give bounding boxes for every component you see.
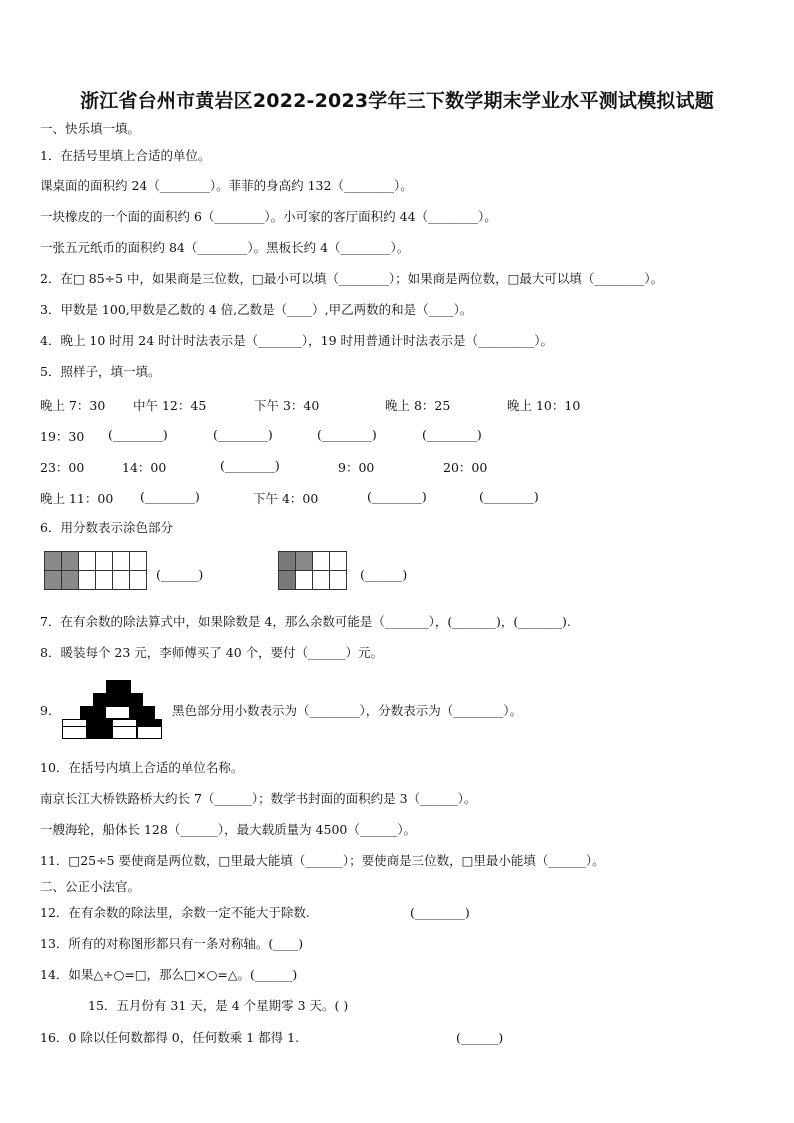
- question-1a: 课桌面的面积约 24（________）。菲菲的身高约 132（________）。: [40, 178, 413, 193]
- answer-blank: (________): [317, 427, 377, 442]
- question-6: 6．用分数表示涂色部分: [40, 520, 173, 535]
- question-16: 16．0 除以任何数都得 0，任何数乘 1 都得 1.: [40, 1030, 300, 1045]
- answer-blank: (________): [140, 489, 200, 504]
- fraction-grid-1: [44, 551, 147, 590]
- answer-blank: (________): [213, 427, 273, 442]
- question-1b: 一块橡皮的一个面的面积约 6（________）。小可家的客厅面积约 44（________）。: [40, 209, 497, 224]
- question-9-number: 9.: [40, 703, 52, 718]
- time-cell: 下午 3：40: [254, 398, 320, 413]
- question-13: 13．所有的对称图形都只有一条对称轴。(____): [40, 936, 304, 951]
- question-15: 15．五月份有 31 天，是 4 个星期零 3 天。( ): [88, 998, 349, 1013]
- time-cell: 20：00: [443, 460, 488, 475]
- time-cell: 23：00: [40, 460, 85, 475]
- question-10b: 一艘海轮，船体长 128（______），最大载质量为 4500（______）。: [40, 822, 417, 837]
- question-8: 8．暖装每个 23 元，李师傅买了 40 个，要付（______）元。: [40, 645, 384, 660]
- section-heading: 一、快乐填一填。: [40, 121, 141, 136]
- answer-blank: (________): [422, 427, 482, 442]
- answer-blank: (________): [479, 489, 539, 504]
- question-9: 黑色部分用小数表示为（________），分数表示为（________）。: [172, 703, 523, 718]
- question-10: 10．在括号内填上合适的单位名称。: [40, 760, 244, 775]
- question-3: 3．甲数是 100,甲数是乙数的 4 倍,乙数是（____）,甲乙两数的和是（____）。: [40, 302, 473, 317]
- time-cell: 晚上 11：00: [40, 491, 114, 506]
- answer-blank: (________): [108, 427, 168, 442]
- answer-blank: (________): [410, 905, 470, 920]
- question-5: 5．照样子，填一填。: [40, 364, 161, 379]
- question-7: 7．在有余数的除法算式中，如果除数是 4，那么余数可能是（_______），(_______)，(_______).: [40, 614, 571, 629]
- answer-blank: (________): [367, 489, 427, 504]
- time-cell: 中午 12：45: [133, 398, 207, 413]
- question-11: 11．□25÷5 要使商是两位数，□里最大能填（______）；要使商是三位数，□里最小能填（______）。: [40, 853, 605, 868]
- fraction-grid-2: [278, 551, 347, 590]
- answer-blank: (______): [456, 1030, 504, 1045]
- time-cell: 下午 4：00: [253, 491, 319, 506]
- question-4: 4．晚上 10 时用 24 时计时法表示是（_______），19 时用普通计时法表示是（_________）。: [40, 333, 554, 348]
- page-title: 浙江省台州市黄岩区2022-2023学年三下数学期末学业水平测试模拟试题: [80, 90, 714, 112]
- answer-blank: (______): [156, 567, 204, 582]
- question-1c: 一张五元纸币的面积约 84（________）。黑板长约 4（________）。: [40, 240, 410, 255]
- question-12: 12．在有余数的除法里，余数一定不能大于除数.: [40, 905, 310, 920]
- time-cell: 晚上 7：30: [40, 398, 106, 413]
- answer-blank: (________): [220, 458, 280, 473]
- question-1: 1．在括号里填上合适的单位。: [40, 148, 211, 163]
- time-cell: 晚上 8：25: [385, 398, 451, 413]
- time-cell: 9：00: [338, 460, 375, 475]
- question-2: 2．在□ 85÷5 中，如果商是三位数，□最小可以填（________）；如果商是两位数，□最大可以填（________）。: [40, 271, 664, 286]
- question-14: 14．如果△÷○=□，那么□×○=△。(______): [40, 967, 298, 982]
- question-10a: 南京长江大桥铁路桥大约长 7（______）；数学书封面的面积约是 3（______）。: [40, 791, 477, 806]
- time-cell: 14：00: [122, 460, 167, 475]
- time-cell: 19：30: [40, 429, 85, 444]
- answer-blank: (______): [360, 567, 408, 582]
- time-cell: 晚上 10：10: [507, 398, 581, 413]
- section-heading: 二、公正小法官。: [40, 879, 141, 894]
